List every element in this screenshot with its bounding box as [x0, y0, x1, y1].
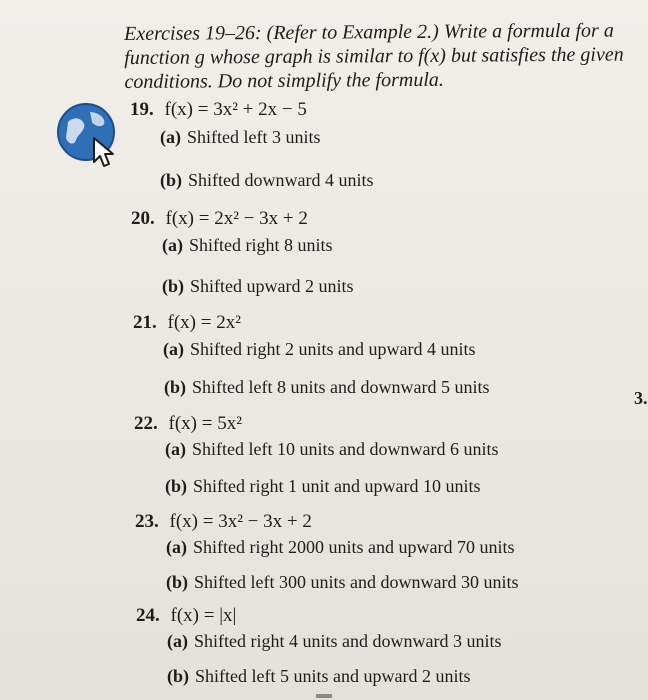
exercise-number: 24. [136, 605, 160, 626]
exercise-number: 20. [131, 208, 155, 229]
exercise-number: 19. [130, 99, 154, 120]
part-text: Shifted left 8 units and downward 5 units [192, 377, 490, 397]
exercise-function: f(x) = 3x² − 3x + 2 [169, 511, 312, 532]
part-label: (a) [165, 439, 186, 459]
part-text: Shifted left 300 units and downward 30 units [194, 572, 519, 592]
part-text: Shifted right 4 units and downward 3 units [194, 631, 502, 651]
exercise-range: Exercises 19–26: [124, 22, 262, 45]
part-label: (a) [160, 127, 181, 147]
exercise-21-part-a [163, 339, 475, 360]
exercise-24 [136, 605, 236, 627]
part-label: (a) [163, 339, 184, 359]
adjacent-column-number: 3. [634, 388, 648, 408]
exercise-19-part-b [160, 170, 373, 191]
exercise-19-part-a [160, 127, 321, 148]
part-label: (b) [166, 572, 188, 592]
part-text: Shifted right 2000 units and upward 70 units [193, 537, 515, 557]
part-label: (a) [167, 631, 188, 651]
exercise-21 [133, 312, 241, 334]
exercise-function: f(x) = 3x² + 2x − 5 [164, 99, 307, 120]
part-text: Shifted left 5 units and upward 2 units [195, 666, 471, 686]
part-text: Shifted left 3 units [187, 127, 321, 147]
exercise-function: f(x) = 5x² [168, 413, 242, 434]
exercise-number: 22. [134, 413, 158, 434]
exercise-number: 23. [135, 511, 159, 532]
exercise-19 [130, 99, 307, 121]
part-label: (b) [167, 666, 189, 686]
part-text: Shifted downward 4 units [188, 170, 374, 190]
part-label: (b) [165, 476, 187, 496]
exercise-number: 21. [133, 312, 157, 333]
exercise-function: f(x) = 2x² − 3x + 2 [165, 208, 308, 229]
part-text: Shifted right 1 unit and upward 10 units [193, 476, 481, 496]
instructions-text: (Refer to Example 2.) Write a formula for a function g whose graph is similar to f(x) but satisfies the given conditions. Do not simplify the formula. [124, 19, 624, 93]
page-edge-mark [316, 694, 332, 698]
part-label: (b) [160, 170, 182, 190]
exercise-24-part-b [167, 666, 470, 687]
exercise-20-part-a [162, 235, 333, 256]
exercise-function: f(x) = 2x² [167, 312, 241, 333]
part-text: Shifted left 10 units and downward 6 units [192, 439, 499, 459]
exercise-23-part-b [166, 572, 518, 593]
exercise-22-part-b [165, 476, 480, 497]
part-text: Shifted right 8 units [189, 235, 333, 255]
exercise-function: f(x) = |x| [170, 605, 237, 626]
instructions-paragraph [124, 19, 624, 94]
exercise-22 [134, 413, 242, 435]
exercise-23 [135, 511, 312, 533]
exercise-21-part-b [164, 377, 489, 398]
part-label: (a) [162, 235, 183, 255]
exercise-22-part-a [165, 439, 498, 460]
part-label: (a) [166, 537, 187, 557]
part-label: (b) [164, 377, 186, 397]
part-text: Shifted right 2 units and upward 4 units [190, 339, 476, 359]
exercise-20-part-b [162, 276, 354, 297]
globe-cursor-icon [54, 98, 126, 170]
part-label: (b) [162, 276, 184, 296]
exercise-20 [131, 208, 308, 230]
exercise-24-part-a [167, 631, 501, 652]
part-text: Shifted upward 2 units [190, 276, 354, 296]
exercise-23-part-a [166, 537, 514, 558]
